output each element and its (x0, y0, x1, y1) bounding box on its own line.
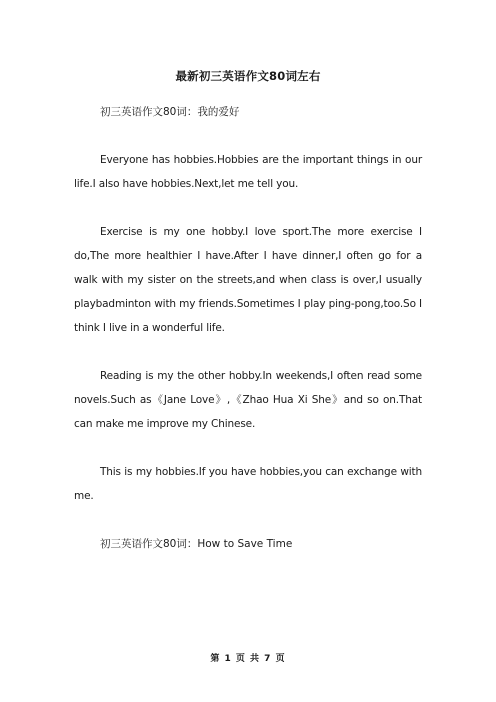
paragraph-reading: Reading is my the other hobby.In weekends,I often read some novels.Such as《Jane Love》,《Zhao Hua Xi She》and so on.That can make me improve my Chinese. (74, 370, 422, 430)
paragraph-exercise: Exercise is my one hobby.I love sport.The more exercise I do,The more healthier I have.After I have dinner,I often go for a walk with my sister on the streets,and when class is over,I usually playbadminton with my friends.Sometimes I play ping-pong,too.So I think I live in a wonderful life. (74, 226, 422, 334)
paragraph-conclusion: This is my hobbies.If you have hobbies,you can exchange with me. (74, 466, 422, 502)
paragraph-intro: Everyone has hobbies.Hobbies are the important things in our life.I also have hobbies.Next,let me tell you. (74, 154, 422, 190)
paragraph-spacer (74, 340, 422, 364)
paragraph-spacer (74, 436, 422, 460)
section-heading-hobbies: 初三英语作文80词：我的爱好 (100, 106, 240, 118)
paragraph-spacer (74, 508, 422, 532)
document-title: 最新初三英语作文80词左右 (175, 69, 321, 83)
document-body (74, 100, 422, 556)
paragraph-spacer (74, 196, 422, 220)
section-heading-save-time: 初三英语作文80词：How to Save Time (100, 538, 293, 550)
paragraph-spacer (74, 124, 422, 148)
page-number-footer: 第 1 页 共 7 页 (210, 654, 286, 664)
